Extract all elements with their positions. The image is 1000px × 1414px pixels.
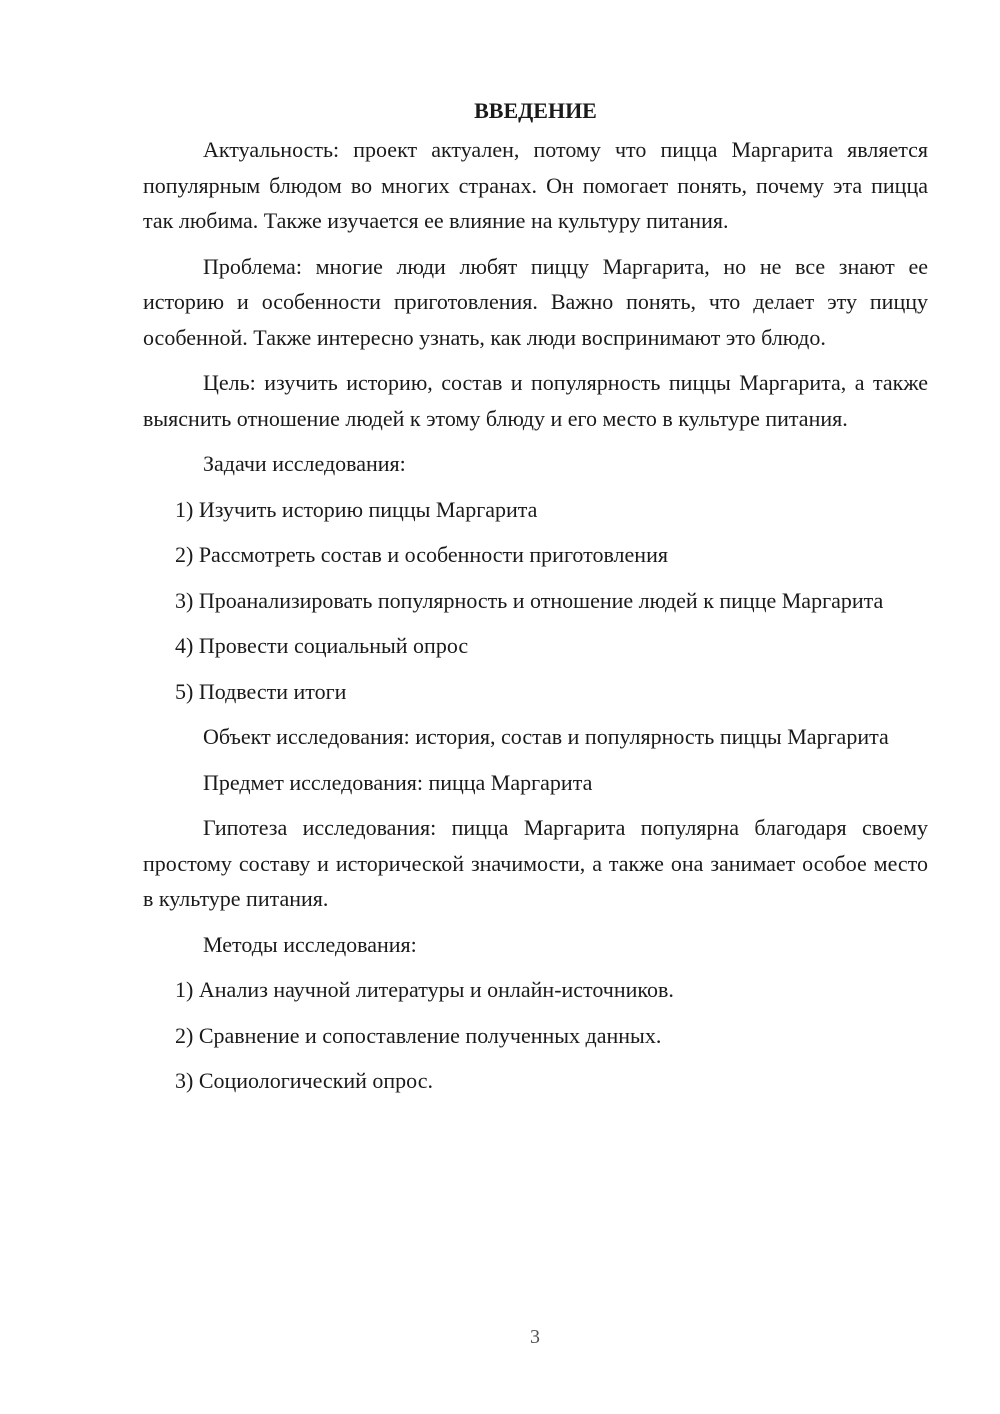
method-item-2: 2) Сравнение и сопоставление полученных данных. [175,1022,662,1048]
task-item-3: 3) Проанализировать популярность и отношение людей к пицце Маргарита [175,587,884,613]
tasks-label: Задачи исследования: [203,451,406,476]
method-item-1: 1) Анализ научной литературы и онлайн-источников. [175,977,674,1002]
task-item-2: 2) Рассмотреть состав и особенности приготовления [175,542,668,567]
task-item-1: 1) Изучить историю пиццы Маргарита [175,496,538,522]
problem-paragraph: Проблема: многие люди любят пиццу Маргарита, но не все знают ее историю и особенности приготовления. Важно понять, что делает эту пиццу особенной. Также интересно узнать, как люди воспринимают это блюдо. [143,253,928,350]
page-number: 3 [530,1326,540,1348]
task-item-4: 4) Провести социальный опрос [175,633,469,658]
subject-paragraph: Предмет исследования: пицца Маргарита [203,769,593,795]
hypothesis-paragraph: Гипотеза исследования: пицца Маргарита популярна благодаря своему простому составу и исторической значимости, а также она занимает особое место в культуре питания. [143,815,928,911]
task-item-5: 5) Подвести итоги [175,678,347,704]
relevance-paragraph: Актуальность: проект актуален, потому что пицца Маргарита является популярным блюдом во многих странах. Он помогает понять, почему эта пицца так любима. Также изучается ее влияние на культуру питания. [143,137,928,233]
page-content [143,93,928,1109]
object-paragraph: Объект исследования: история, состав и популярность пиццы Маргарита [203,724,889,749]
goal-paragraph: Цель: изучить историю, состав и популярность пиццы Маргарита, а также выяснить отношение людей к этому блюду и его место в культуре питания. [143,370,928,431]
methods-label: Методы исследования: [203,931,417,957]
section-heading: ВВЕДЕНИЕ [474,98,597,123]
method-item-3: 3) Социологический опрос. [175,1068,433,1093]
